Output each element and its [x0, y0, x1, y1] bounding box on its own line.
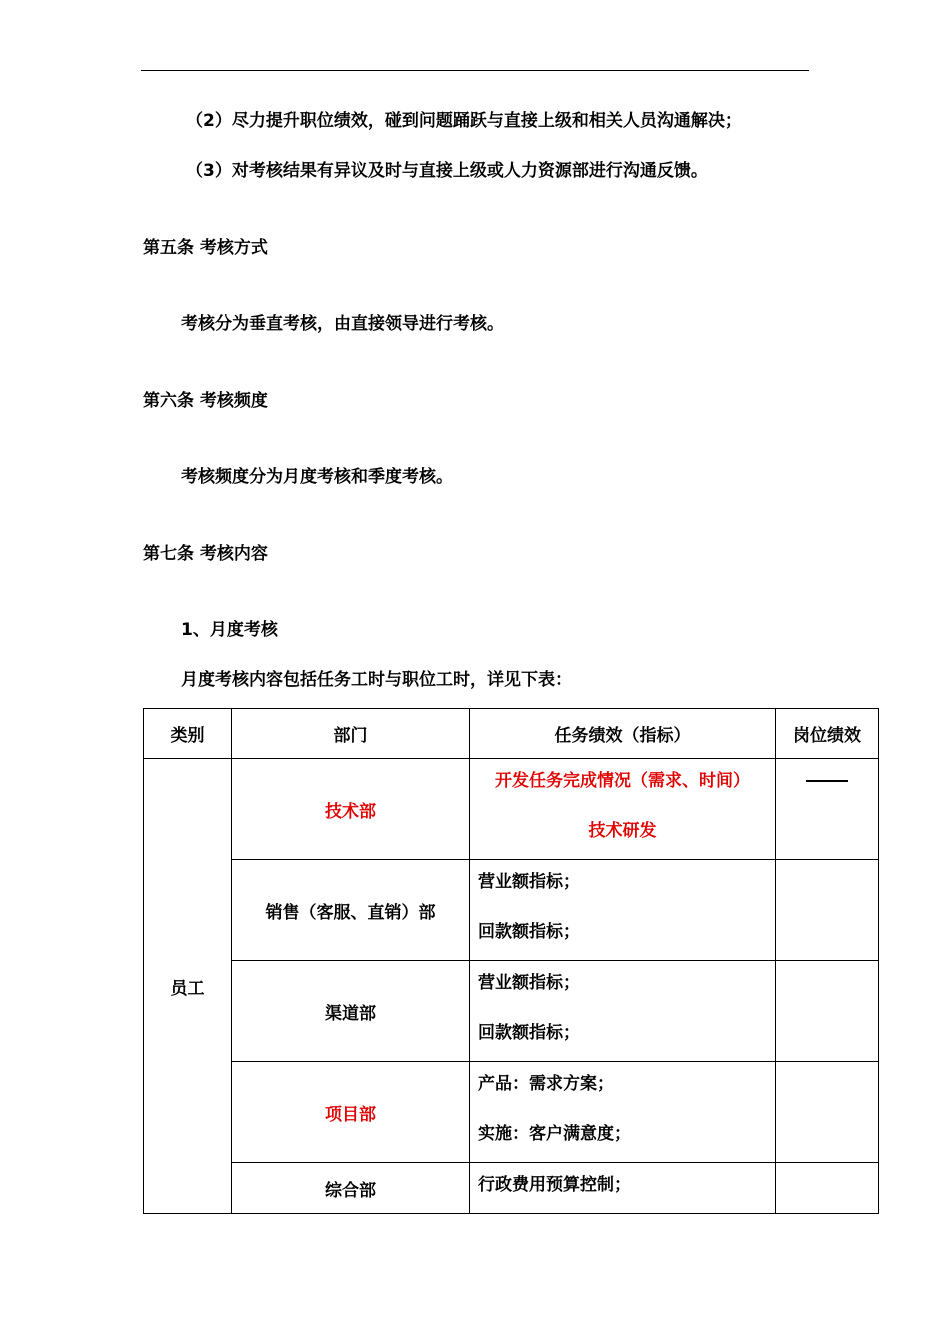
table-row: [144, 759, 879, 860]
task-line: 技术研发: [588, 821, 657, 841]
task-line: 回款额指标；: [478, 1023, 580, 1043]
category-cell: 员工: [144, 759, 232, 1214]
perf-cell: [776, 1062, 879, 1163]
table-row: [144, 1062, 879, 1163]
dept-cell: 渠道部: [232, 961, 470, 1062]
task-cell: [470, 1163, 776, 1214]
article-6-title: 第六条 考核频度: [143, 391, 268, 411]
assessment-table: [143, 708, 879, 1214]
perf-cell: [776, 759, 879, 860]
header-task-performance: 任务绩效（指标）: [470, 709, 776, 759]
dept-cell: 项目部: [232, 1062, 470, 1163]
header-post-performance: 岗位绩效: [776, 709, 879, 759]
task-cell: [470, 1062, 776, 1163]
article-7-title: 第七条 考核内容: [143, 544, 268, 564]
header-category: 类别: [144, 709, 232, 759]
section-1-body: 月度考核内容包括任务工时与职位工时，详见下表：: [181, 670, 572, 690]
section-1-title: 1、月度考核: [181, 620, 278, 640]
task-cell: [470, 759, 776, 860]
task-line: 回款额指标；: [478, 922, 580, 942]
perf-cell: [776, 860, 879, 961]
perf-cell: [776, 961, 879, 1062]
item-3: （3）对考核结果有异议及时与直接上级或人力资源部进行沟通反馈。: [186, 161, 708, 181]
task-line: 营业额指标；: [478, 973, 580, 993]
task-line: 开发任务完成情况（需求、时间）: [495, 771, 750, 791]
table-header-row: [144, 709, 879, 759]
task-cell: [470, 860, 776, 961]
dept-cell: 技术部: [232, 759, 470, 860]
task-line: 产品：需求方案；: [478, 1074, 614, 1094]
header-rule: [141, 70, 809, 71]
task-line: 行政费用预算控制；: [478, 1175, 631, 1195]
article-5-body: 考核分为垂直考核，由直接领导进行考核。: [181, 314, 504, 334]
table-row: [144, 860, 879, 961]
header-department: 部门: [232, 709, 470, 759]
task-cell: [470, 961, 776, 1062]
article-6-body: 考核频度分为月度考核和季度考核。: [181, 467, 453, 487]
item-2: （2）尽力提升职位绩效，碰到问题踊跃与直接上级和相关人员沟通解决；: [186, 111, 742, 131]
table-row: [144, 961, 879, 1062]
dash-mark: [806, 780, 848, 782]
table-row: [144, 1163, 879, 1214]
task-line: 实施：客户满意度；: [478, 1124, 631, 1144]
dept-cell: 销售（客服、直销）部: [232, 860, 470, 961]
dept-cell: 综合部: [232, 1163, 470, 1214]
task-line: 营业额指标；: [478, 872, 580, 892]
article-5-title: 第五条 考核方式: [143, 238, 268, 258]
perf-cell: [776, 1163, 879, 1214]
